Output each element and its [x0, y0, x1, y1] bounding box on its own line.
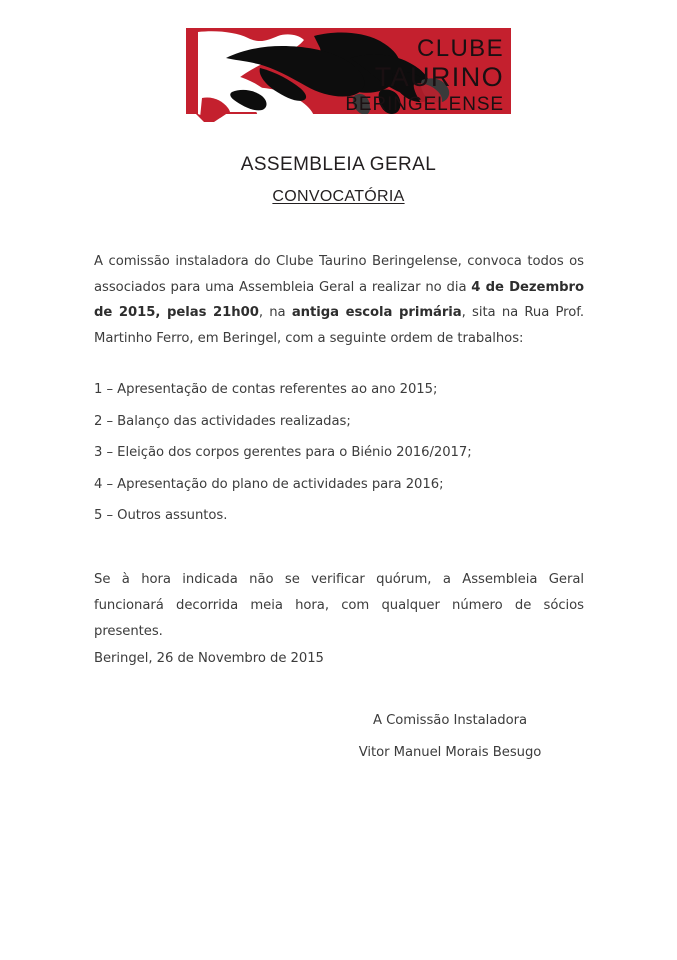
club-logo: [186, 28, 511, 122]
signature-block: [300, 712, 600, 776]
intro-bold-date: 4 de Dezembro de 2015, pelas 21h00: [94, 279, 584, 320]
intro-paragraph: [94, 249, 584, 351]
page-subtitle-text: CONVOCATÓRIA: [272, 188, 405, 205]
intro-part3: , sita na Rua Prof. Martinho Ferro, em Beringel, com a seguinte ordem de trabalhos:: [94, 305, 585, 346]
intro-part2: , na: [258, 305, 292, 320]
agenda-item: 3 – Eleição dos corpos gerentes para o Biénio 2016/2017;: [94, 445, 472, 460]
quorum-paragraph: Se à hora indicada não se verificar quórum, a Assembleia Geral funcionará decorrida meia hora, com qualquer número de sócios presentes.: [94, 572, 584, 639]
page-title: ASSEMBLEIA GERAL: [240, 154, 437, 175]
signature-name: Vitor Manuel Morais Besugo: [358, 745, 542, 760]
place-and-date: Beringel, 26 de Novembro de 2015: [94, 651, 324, 666]
agenda-item: 2 – Balanço das actividades realizadas;: [94, 413, 351, 429]
club-logo-graphic: [186, 28, 511, 122]
agenda-item: 4 – Apresentação do plano de actividades para 2016;: [94, 476, 444, 492]
signature-role: A Comissão Instaladora: [372, 713, 528, 728]
intro-part1: A comissão instaladora do Clube Taurino Beringelense, convoca todos os associados para uma Assembleia Geral a realizar no dia: [94, 254, 584, 295]
page-subtitle: [0, 188, 677, 206]
agenda-item: 5 – Outros assuntos.: [94, 508, 228, 523]
intro-bold-venue: antiga escola primária: [291, 305, 462, 320]
logo-text-beringelense: BERINGELENSE: [345, 94, 504, 115]
logo-text-clube: CLUBE: [416, 35, 504, 62]
agenda-item: 1 – Apresentação de contas referentes ao ano 2015;: [94, 382, 438, 397]
logo-text-taurino: TAURINO: [374, 62, 504, 92]
agenda-list: [94, 382, 584, 540]
